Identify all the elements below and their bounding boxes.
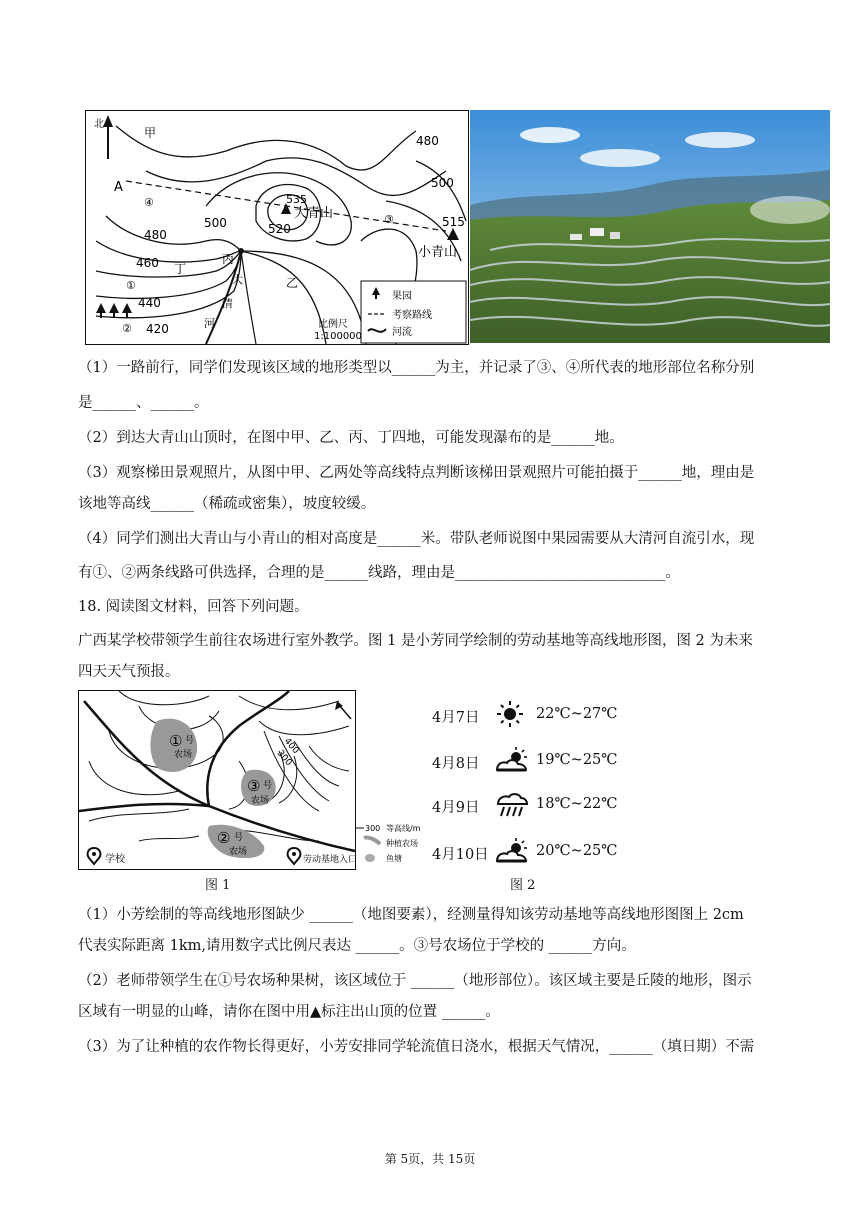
weather-date: 4月7日 [432,710,480,726]
point-3: ③ [384,213,394,226]
orchard-icon [96,303,132,318]
contour-520: 520 [268,222,291,236]
figure-2-caption: 图 2 [510,878,536,893]
legend-contour-value: 300 [365,824,381,833]
farm-2-label: 农场 [229,847,248,857]
peak-xiao-label: 小青山 [418,245,458,260]
q18-p2a: （2）老师带领学生在①号农场种果树，该区域位于 ______（地形部位）。该区域主要是丘陵的地形，图示 [78,973,752,989]
contour-500b: 500 [204,216,227,230]
contour-map-svg [86,111,468,344]
q17-p4a: （4）同学们测出大青山与小青山的相对高度是______米。带队老师说图中果园需要从大清河自流引水，现 [78,531,755,547]
legend-orchard-label: 果园 [392,291,412,302]
q18-p1a: （1）小芳绘制的等高线地形图缺少 ______（地图要素），经测量得知该劳动基地等高线地形图图上 2cm [78,907,744,923]
legend-route-label: 考察路线 [392,310,432,321]
point-A: A [114,180,123,195]
q18-p2b: 区域有一明显的山峰，请你在图中用▲标注出山顶的位置 ______。 [78,1004,500,1020]
scale-title: 比例尺 [318,319,348,330]
partly-cloudy-icon [494,837,530,865]
point-ding: 丁 [174,262,187,276]
river-char-1: 大 [232,273,243,286]
legend-farm-icon [364,837,380,844]
contour-400-label: 400 [281,736,301,757]
q18-p1b: 代表实际距离 1km,请用数字式比例尺表达 ______。③号农场位于学校的 ______方向。 [78,938,636,954]
school-label: 学校 [105,854,125,865]
north-arrow-icon [335,701,351,719]
rain-icon [494,790,530,818]
point-4: ④ [144,196,154,209]
topographic-map-2 [78,690,356,870]
page-footer: 第 5页，共 15页 [384,1152,476,1166]
q18-intro-a: 广西某学校带领学生前往农场进行室外教学。图 1 是小芳同学绘制的劳动基地等高线地形图，图 2 为未来 [78,633,753,649]
legend-pond-icon [365,854,375,862]
entrance-label: 劳动基地入口 [303,855,355,865]
terrace-photo [470,110,830,343]
peak-marker-icon [447,228,459,240]
point-yi: 乙 [286,276,299,290]
river-char-2: 清 [222,297,233,310]
peak-da-label: 大青山 [294,206,334,221]
q18-intro-b: 四天天气预报。 [78,664,180,680]
point-1: ① [126,279,136,292]
legend-pond-label: 鱼塘 [386,854,402,863]
legend-contour-label: 等高线/m [386,824,421,833]
q17-p2: （2）到达大青山山顶时，在图中甲、乙、丙、丁四地，可能发现瀑布的是______地。 [78,430,624,446]
q17-p3a: （3）观察梯田景观照片，从图中甲、乙两处等高线特点判断该梯田景观照片可能拍摄于______地，理由是 [78,465,755,481]
point-jia: 甲 [144,126,157,140]
legend-river-label: 河流 [392,327,412,338]
entrance-pin-icon [288,848,301,864]
contour-480a: 480 [416,134,439,148]
contour-440: 440 [138,296,161,310]
farm-1-num: ① [169,732,183,750]
sun-icon [494,700,530,728]
school-pin-icon [88,848,101,864]
weather-temp: 18℃~22℃ [536,796,618,812]
q17-p1b: 是______、______。 [78,395,209,411]
farm-1-label: 农场 [174,750,193,760]
contour-460: 460 [136,256,159,270]
contour-480b: 480 [144,228,167,242]
weather-date: 4月8日 [432,756,480,772]
farm-3-num: ③ [247,777,261,795]
north-arrow-icon [103,115,113,159]
q17-p4b: 有①、②两条线路可供选择，合理的是______线路，理由是_____________________________。 [78,565,680,581]
weather-temp: 19℃~25℃ [536,752,618,768]
weather-temp: 22℃~27℃ [536,706,618,722]
contour-300-label: 300 [274,748,294,769]
q18-p3: （3）为了让种植的农作物长得更好，小芳安排同学轮流值日浇水，根据天气情况，______（填日期）不需 [78,1039,755,1055]
contour-535: 535 [286,193,307,206]
contour-515: 515 [442,215,465,229]
farm-2-hao: 号 [234,833,244,843]
legend-farm-label: 种植农场 [386,839,418,848]
weather-temp: 20℃~25℃ [536,843,618,859]
figure-1-caption: 图 1 [205,878,231,893]
q18-title: 18. 阅读图文材料，回答下列问题。 [78,599,309,615]
farm-3-hao: 号 [263,781,273,791]
map2-legend [356,820,436,870]
topographic-map-1 [85,110,469,345]
weather-date: 4月10日 [432,847,489,863]
contour-420: 420 [146,322,169,336]
weather-date: 4月9日 [432,800,480,816]
q17-p1a: （1）一路前行，同学们发现该区域的地形类型以______为主，并记录了③、④所代表的地形部位名称分别 [78,360,755,376]
partly-cloudy-icon [494,746,530,774]
point-bing: 丙 [222,252,235,266]
farm-1-hao: 号 [185,736,195,746]
scale-value: 1:100000 [314,331,362,342]
farm-3-label: 农场 [251,796,270,806]
farm-2-num: ② [217,829,231,847]
point-2: ② [122,322,132,335]
north-label: 北 [94,119,104,130]
q17-p3b: 该地等高线______（稀疏或密集），坡度较缓。 [78,496,376,512]
river-char-3: 河 [204,317,215,330]
contour-500a: 500 [431,176,454,190]
